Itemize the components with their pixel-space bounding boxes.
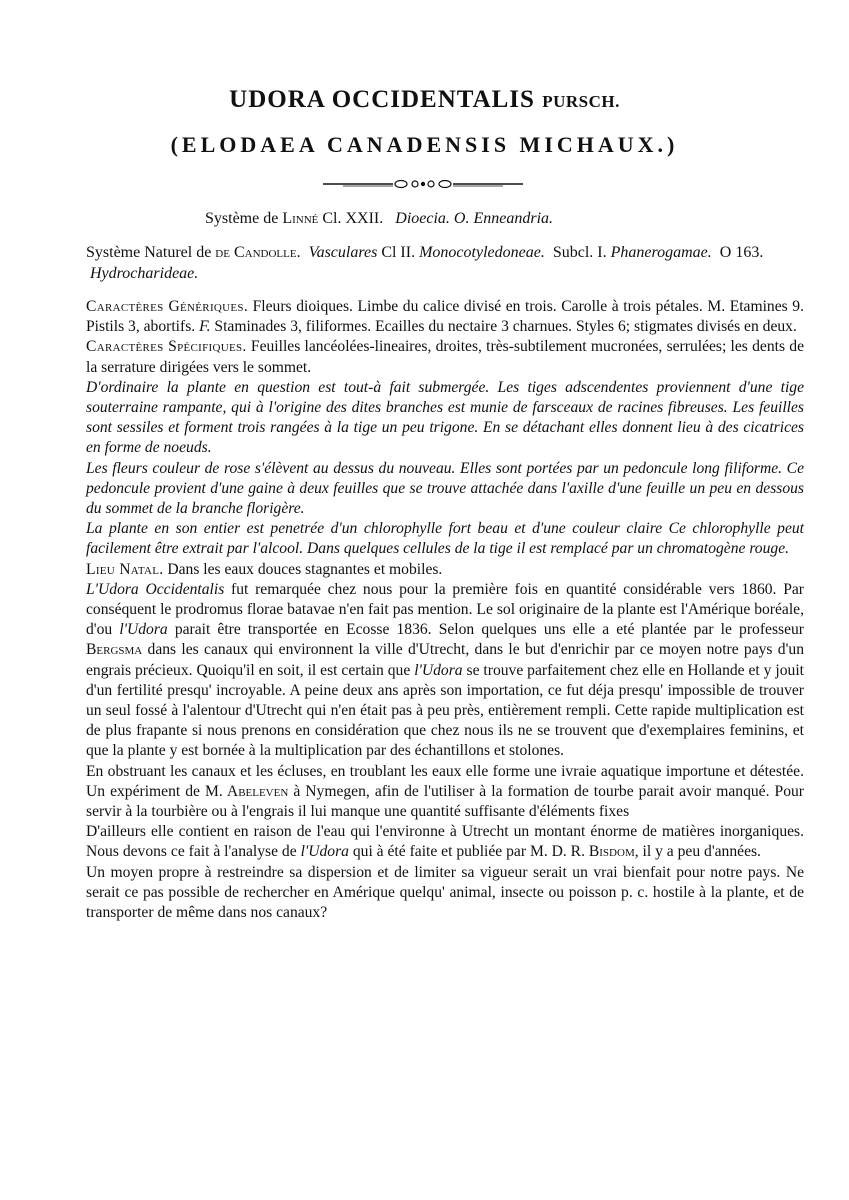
species-ref-2: l'Udora [119, 621, 168, 639]
generic-text: Fleurs dioiques. Limbe du calice divisé en trois. Carolle à trois pétales. M. Etamines 9. Pistils 3, abortifs. [86, 298, 804, 336]
nuisance-paragraph [86, 762, 804, 823]
habitat-heading: Lieu Natal. [86, 560, 164, 578]
person-bisdom: M. D. R. Bisdom, [529, 843, 639, 861]
history-text-a: fut remarquée chez nous pour la première fois en quantité considérable vers 1860. Par conséquent le prodromus florae batavae n'en fait pas mention. Le sol originaire de la plante est l'Amérique boréale, d'ou [86, 580, 804, 639]
analysis-text-b: qui à été faite et publiée par [352, 843, 527, 861]
natural-phanerogamae: Phanerogamae. [610, 244, 712, 261]
person-bergsma: Bergsma [86, 641, 143, 659]
generic-text-2: Staminades 3, filiformes. Ecailles du nectaire 3 charnues. Styles 6; stigmates divisés en deux. [214, 318, 797, 336]
remedy-paragraph: Un moyen propre à restreindre sa dispersion et de limiter sa vigueur serait un vrai bienfait pour notre pays. Ne serait ce pas possible de rechercher en Amérique quelqu' animal, insecte ou poisson p. c. hostile à la plante, et de transporter de même dans nos canaux? [86, 863, 804, 922]
linne-class: Cl. XXII. [322, 210, 384, 227]
habitat-text: Dans les eaux douces stagnantes et mobiles. [167, 560, 443, 578]
specific-text: Feuilles lancéolées-lineaires, droites, très-subtilement mucronées, serrulées; les dents de la serrature dirigées vers le sommet. [86, 338, 804, 376]
analysis-text-c: il y a peu d'années. [642, 843, 761, 861]
linne-order: Dioecia. O. Enneandria. [395, 210, 554, 227]
generic-characters [86, 297, 804, 337]
generic-heading: Caractères Génériques. [86, 298, 249, 315]
species-name: UDORA OCCIDENTALIS [229, 86, 535, 113]
nuisance-text-a: En obstruant les canaux et les écluses, en troublant les eaux elle forme une ivraie aquatique importune et détestée. Un expériment de [86, 762, 804, 800]
species-author: PURSCH. [542, 92, 620, 111]
description-paragraph-2: Les fleurs couleur de rose s'élèvent au dessus du nouveau. Elles sont portées par un pedoncule long filiforme. Ce pedoncule provient d'une gaine à deux feuilles que se trouve attachée dans l'axille d'une feuille un peu en dessous du sommet de la branche florigère. [86, 459, 804, 518]
history-paragraph [86, 580, 804, 762]
analysis-paragraph [86, 822, 804, 862]
description-paragraph-3: La plante en son entier est penetrée d'un chlorophylle fort beau et d'une couleur claire Ce chlorophylle peut facilement être extrait par l'alcool. Dans quelques cellules de la tige il est remplacé par un chromatogène rouge. [86, 520, 804, 558]
natural-sub: Monocotyledoneae. [419, 244, 545, 261]
specific-characters [86, 337, 804, 377]
natural-label: Système Naturel de [86, 244, 212, 261]
nuisance-text-b: à Nymegen, afin de l'utiliser à la formation de tourbe parait avoir manqué. Pour servir à la tourbière ou à l'engrais il lui manque une quantité suffisante d'éléments fixes [86, 782, 804, 821]
analysis-text-a: D'ailleurs elle contient en raison de l'eau qui l'environne à Utrecht un montant énorme de matières inorganiques. Nous devons ce fait à l'analyse de [86, 823, 804, 861]
natural-group: Vasculares [308, 244, 378, 261]
linne-system-line [205, 210, 553, 228]
natural-family: Hydrocharideae. [90, 265, 199, 282]
description-paragraph-1: D'ordinaire la plante en question est tout-à fait submergée. Les tiges adscendentes proviennent d'une tige souterraine rampante, qui à l'origine des dites branches est munie de farsceaux de racines fibreuses. Les feuilles sont sessiles et forment trois rangées à la tige un peu trigone. En se détachant elles donnent lieu à des cicatrices en forme de noeuds. [86, 378, 804, 457]
history-text-d: se trouve parfaitement chez elle en Hollande et y jouit d'un fertilité presqu' incroyable. A peine deux ans après son importation, ce fut déja presqu' impossible de trouver un seul fossé à l'alentour d'Utrecht qui n'en était pas à peu près, entièrement rempli. Cette rapide multiplication est de plus frapante si nous prenons en considération que chez nous ils ne se trouvent que d'exemplaires feminins, et que la plante y est bornée à la multiplication par des échantillons et stolones. [86, 661, 804, 760]
natural-habitat [86, 560, 804, 580]
species-ref-3: l'Udora [414, 661, 463, 679]
linne-name: Linné [282, 210, 319, 227]
species-ref-4: l'Udora [300, 843, 349, 861]
linne-label: Système de [205, 210, 279, 227]
natural-subclass: Subcl. I. [552, 244, 607, 261]
person-abeleven: M. Abeleven [205, 782, 289, 800]
species-ref-1: L'Udora Occidentalis [86, 580, 225, 598]
species-title [0, 86, 849, 114]
natural-class: Cl II. [381, 244, 416, 261]
natural-name: de Candolle. [215, 244, 301, 261]
natural-system-line [86, 242, 786, 284]
species-synonym: (ELODAEA CANADENSIS MICHAUX.) [170, 132, 679, 157]
history-text-c: dans les canaux qui environnent la ville d'Utrecht, dans le but d'enrichir par ce moyen notre pays d'un engrais précieux. Quoiqu'il en soit, il est certain que [86, 641, 804, 679]
history-text-b: parait être transportée en Ecosse 1836. Selon quelques uns elle a eté plantée par le professeur [174, 621, 804, 639]
natural-order: O 163. [719, 244, 764, 261]
generic-f: F. [199, 318, 211, 336]
specific-heading: Caractères Spécifiques. [86, 338, 247, 356]
ornament-divider [323, 178, 523, 190]
main-text [86, 297, 804, 923]
